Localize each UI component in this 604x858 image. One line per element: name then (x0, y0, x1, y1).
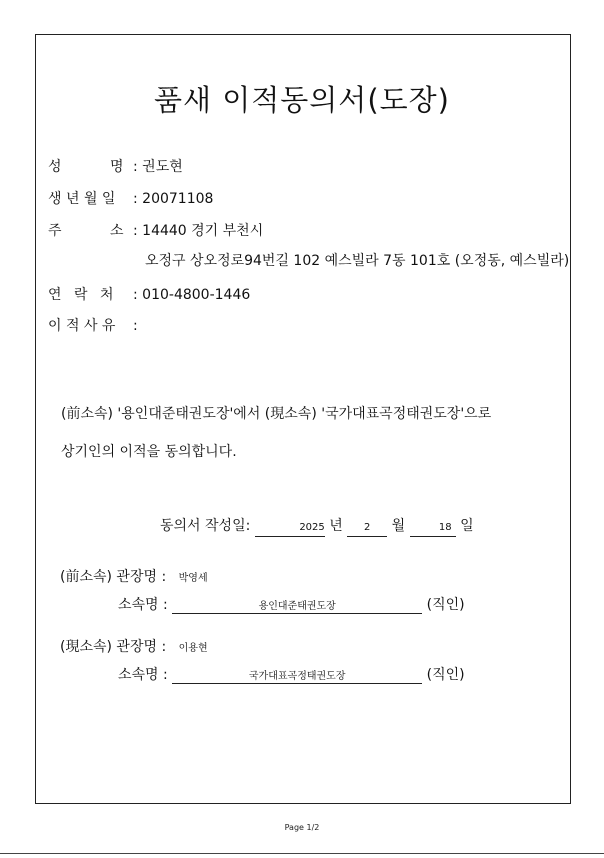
name-row (48, 156, 183, 176)
phone-label: 연 락 처 (48, 287, 114, 303)
address-line2: 오정구 상오정로94번길 102 예스빌라 7동 101호 (오정동, 예스빌라) (145, 253, 570, 269)
prev-club-row (118, 594, 465, 614)
current-seal: (직인) (426, 667, 465, 683)
document-title: 품새 이적동의서(도장) (154, 83, 450, 117)
date-row (160, 515, 474, 537)
name-value: 권도현 (142, 159, 183, 175)
current-club-row (118, 664, 465, 684)
current-club-name: 국가대표곡정태권도장 (172, 671, 422, 684)
reason-row (48, 315, 138, 335)
prev-director-label: (前소속) 관장명 : (60, 569, 167, 585)
prev-seal: (직인) (426, 597, 465, 613)
address-line1: 14440 경기 부천시 (142, 223, 264, 239)
birth-row (48, 188, 213, 208)
phone-value: 010-4800-1446 (142, 287, 251, 303)
date-year-unit: 년 (329, 518, 343, 534)
name-label: 성 명 (48, 159, 124, 175)
date-month-unit: 월 (391, 518, 406, 534)
current-director-label: (現소속) 관장명 : (60, 639, 167, 655)
current-club-label: 소속명 : (118, 667, 168, 683)
address-label: 주 소 (48, 223, 124, 239)
birth-label: 생 년 월 일 (48, 191, 116, 207)
birth-value: 20071108 (142, 191, 214, 207)
prev-director-row (60, 566, 208, 586)
date-month: 2 (347, 521, 387, 537)
date-day: 18 (410, 521, 456, 537)
date-year: 2025 (255, 521, 325, 537)
consent-line-1: (前소속) '용인대준태권도장'에서 (現소속) '국가대표곡정태권도장'으로 (61, 406, 492, 422)
current-director-name: 이용현 (178, 643, 208, 654)
page-divider (0, 853, 604, 854)
colon: : (133, 318, 138, 334)
consent-line-2: 상기인의 이적을 동의합니다. (61, 444, 237, 460)
page-number: Page 1/2 (284, 823, 320, 832)
prev-director-name: 박영세 (178, 573, 208, 584)
address-row (48, 220, 263, 240)
prev-club-name: 용인대준태권도장 (172, 601, 422, 614)
current-director-row (60, 636, 208, 656)
prev-club-label: 소속명 : (118, 597, 168, 613)
date-label: 동의서 작성일: (160, 518, 251, 534)
colon: : (133, 159, 138, 175)
colon: : (133, 223, 138, 239)
colon: : (133, 287, 138, 303)
colon: : (133, 191, 138, 207)
reason-label: 이 적 사 유 (48, 318, 116, 334)
date-day-unit: 일 (460, 518, 474, 534)
phone-row (48, 284, 250, 304)
